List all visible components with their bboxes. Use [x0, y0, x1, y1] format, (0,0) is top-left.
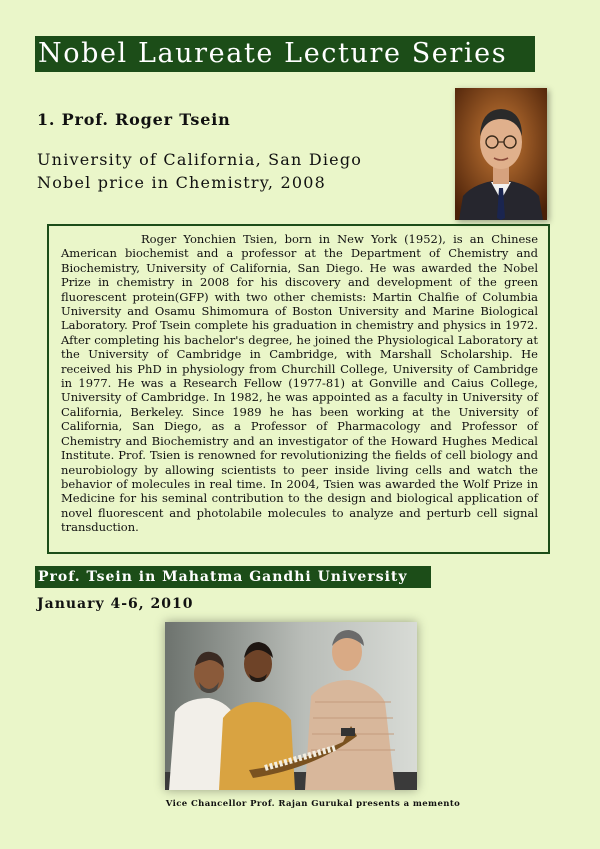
series-title-banner: [35, 36, 535, 72]
affiliation-prize: Nobel price in Chemistry, 2008: [37, 173, 326, 192]
series-title: Nobel Laureate Lecture Series: [38, 38, 508, 69]
lecturer-heading: 1. Prof. Roger Tsein: [37, 110, 231, 129]
event-title: Prof. Tsein in Mahatma Gandhi University: [38, 569, 408, 585]
event-date: January 4-6, 2010: [37, 596, 194, 612]
lecturer-affiliation: [37, 148, 362, 194]
event-photo-illustration: [165, 622, 417, 790]
event-photo: [165, 622, 417, 790]
event-title-banner: [35, 566, 431, 588]
portrait-photo: [455, 88, 547, 220]
biography-box: [47, 224, 550, 554]
affiliation-university: University of California, San Diego: [37, 150, 363, 169]
photo-caption: Vice Chancellor Prof. Rajan Gurukal presents a memento: [165, 799, 461, 809]
portrait-illustration: [455, 88, 547, 220]
biography-text: Roger Yonchien Tsien, born in New York (1952), is an Chinese American biochemist and a professor at the Department of Chemistry and Biochemistry, University of California, San Diego. He was awarded the Nobel Prize in chemistry in 2008 for his discovery and development of the green fluorescent protein(GFP) with two other chemists: Martin Chalfie of Columbia University and Osamu Shimomura of Boston University and Marine Biological Laboratory. Prof Tsein complete his graduation in chemistry and physics in 1972. After completing his bachelor's degree, he joined the Physiological Laboratory at the University of Cambridge in Cambridge, with Marshall Scholarship. He received his PhD in physiology from Churchill College, University of Cambridge in 1977. He was a Research Fellow (1977-81) at Gonville and Caius College, University of Cambridge. In 1982, he was appointed as a faculty in University of California, Berkeley. Since 1989 he has been working at the University of California, San Diego, as a Professor of Pharmacology and Professor of Chemistry and Biochemistry and an investigator of the Howard Hughes Medical Institute. Prof. Tsien is renowned for revolutionizing the fields of cell biology and neurobiology by allowing scientists to peer inside living cells and watch the behavior of molecules in real time. In 2004, Tsien was awarded the Wolf Prize in Medicine for his seminal contribution to the design and biological application of novel fluorescent and photolabile molecules to analyze and perturb cell signal transduction.: [61, 232, 538, 535]
